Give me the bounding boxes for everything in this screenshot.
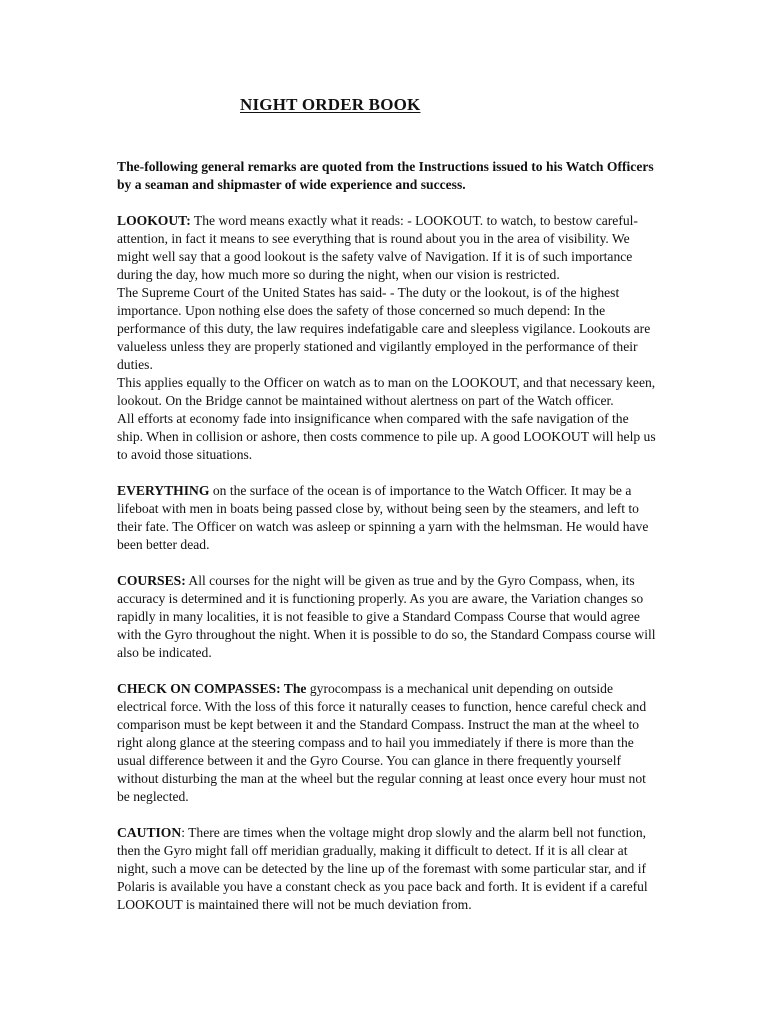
caution-text: : There are times when the voltage might drop slowly and the alarm bell not function, then the Gyro might fall off meridian gradually, making it difficult to detect. If it is all clear at night, such a move can be detected by the line up of the foremast with some particular star, and if Polaris is available you have a constant check as you pace back and forth. It is evident if a careful LOOKOUT is maintained there will not be much deviation from. <box>117 825 648 912</box>
courses-text: All courses for the night will be given as true and by the Gyro Compass, when, its accuracy is determined and it is functioning properly. As you are aware, the Variation changes so rapidly in many localities, it is not feasible to give a Standard Compass Course that would agree with the Gyro throughout the night. When it is possible to do so, the Standard Compass course will also be indicated. <box>117 573 656 660</box>
courses-heading: COURSES: <box>117 573 186 588</box>
paragraph-gap <box>117 194 657 212</box>
lookout-heading: LOOKOUT: <box>117 213 191 228</box>
everything-heading: EVERYTHING <box>117 483 210 498</box>
paragraph-gap <box>117 662 657 680</box>
paragraph-gap <box>117 554 657 572</box>
caution-heading: CAUTION <box>117 825 182 840</box>
caution-paragraph <box>117 824 657 914</box>
document-body <box>117 158 657 914</box>
courses-paragraph <box>117 572 657 662</box>
supreme-court-paragraph: The Supreme Court of the United States has said- - The duty or the lookout, is of the highest importance. Upon nothing else does the safety of those concerned so much depend: In the performance of this duty, the law requires indefatigable care and sleepless vigilance. Lookouts are valueless unless they are properly stationed and vigilantly employed in the performance of their duties. <box>117 285 651 372</box>
everything-text: on the surface of the ocean is of importance to the Watch Officer. It may be a lifeboat with men in boats being passed close by, without being seen by the steamers, and left to their fate. The Officer on watch was asleep or spinning a yarn with the helmsman. He would have been better dead. <box>117 483 649 552</box>
paragraph-gap <box>117 464 657 482</box>
check-compasses-text: gyrocompass is a mechanical unit depending on outside electrical force. With the loss of this force it naturally ceases to function, hence careful check and comparison must be kept between it and the Standard Compass. Instruct the man at the wheel to right along glance at the steering compass and to hail you immediately if there is more than the usual difference between it and the Gyro Course. You can glance in there frequently yourself without disturbing the man at the wheel but the regular conning at least once every hour must not be neglected. <box>117 681 647 804</box>
lookout-text: The word means exactly what it reads: - LOOKOUT. to watch, to bestow careful-attention, in fact it means to see everything that is round about you in the area of visibility. We might well say that a good lookout is the safety valve of Navigation. If it is of such importance during the day, how much more so during the night, when our vision is restricted. <box>117 213 638 282</box>
everything-paragraph <box>117 482 657 554</box>
lookout-paragraph <box>117 212 657 284</box>
check-compasses-paragraph <box>117 680 657 806</box>
document-title: NIGHT ORDER BOOK <box>240 95 421 114</box>
paragraph-gap <box>117 806 657 824</box>
intro-paragraph: The-following general remarks are quoted from the Instructions issued to his Watch Officers by a seaman and shipmaster of wide experience and success. <box>117 159 654 192</box>
economy-paragraph: All efforts at economy fade into insignificance when compared with the safe navigation of the ship. When in collision or ashore, then costs commence to pile up. A good LOOKOUT will help us to avoid those situations. <box>117 411 656 462</box>
officer-watch-paragraph: This applies equally to the Officer on watch as to man on the LOOKOUT, and that necessary keen, lookout. On the Bridge cannot be maintained without alertness on part of the Watch officer. <box>117 375 656 408</box>
check-compasses-heading: CHECK ON COMPASSES: The <box>117 681 307 696</box>
